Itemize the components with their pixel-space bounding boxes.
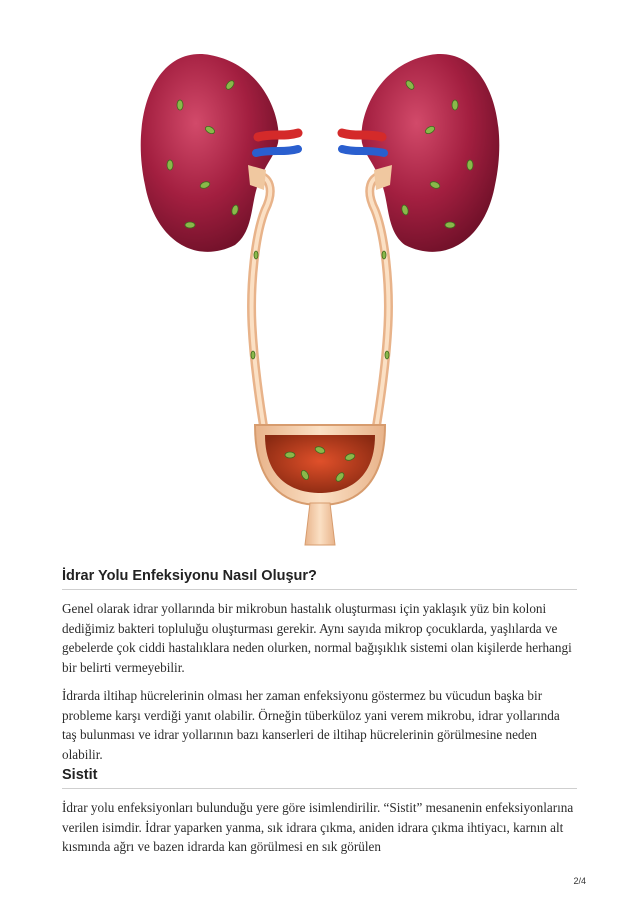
page-number: 2/4 (573, 876, 586, 886)
section-heading: Sistit (62, 767, 577, 789)
urinary-tract-illustration (60, 25, 580, 560)
bladder (255, 425, 385, 545)
section-heading: İdrar Yolu Enfeksiyonu Nasıl Oluşur? (62, 568, 577, 590)
section-how-infection-occurs (62, 568, 577, 764)
paragraph: Genel olarak idrar yollarında bir mikrobun hastalık oluşturması için yaklaşık yüz bin koloni dediğimiz bakteri topluluğu oluşturması gerekir. Aynı sayıda mikrop çocuklarda, yaşlılarda ve gebelerde çok ciddi hastalıklara neden olurken, normal bağışıklık sistemi olan kişilerde herhangi bir belirti vermeyebilir. (62, 601, 572, 675)
paragraph: İdrarda iltihap hücrelerinin olması her zaman enfeksiyonu göstermez bu vücudun başka bir probleme karşı verdiği yanıt olabilir. Örneğin tüberküloz yani verem mikrobu, idrar yollarında taş bulunması ve idrar yollarının bazı kanserleri de iltihap hücrelerinin görülmesine neden olabilir. (62, 688, 560, 762)
section-cystitis (62, 767, 577, 857)
paragraph: İdrar yolu enfeksiyonları bulunduğu yere göre isimlendirilir. “Sistit” mesanenin enfeksiyonlarına verilen isimdir. İdrar yaparken yanma, sık idrara çıkma, aniden idrara çıkma ihtiyacı, karnın alt kısmında ağrı ve bazen idrarda kan görülmesi en sık görülen (62, 800, 574, 854)
